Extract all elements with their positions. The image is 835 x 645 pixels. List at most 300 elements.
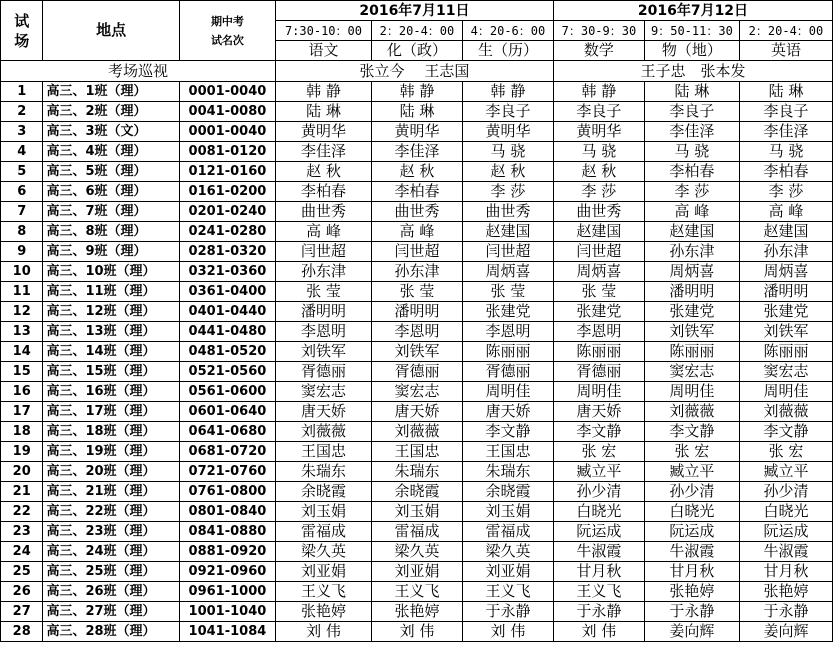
proctor-name: 于永静 (739, 602, 832, 622)
table-row (1, 522, 833, 542)
rank-range: 0441-0480 (179, 322, 275, 342)
rank-range: 0281-0320 (179, 242, 275, 262)
proctor-name: 刘铁军 (275, 342, 371, 362)
proctor-name: 李恩明 (275, 322, 371, 342)
proctor-name: 阮运成 (553, 522, 644, 542)
room-number: 24 (1, 542, 43, 562)
table-row (1, 602, 833, 622)
rank-range: 0801-0840 (179, 502, 275, 522)
proctor-name: 李柏春 (275, 182, 371, 202)
proctor-name: 王义飞 (275, 582, 371, 602)
proctor-name: 张 宏 (739, 442, 832, 462)
proctor-name: 梁久英 (462, 542, 553, 562)
proctor-name: 刘玉娟 (371, 502, 462, 522)
proctor-name: 刘铁军 (739, 322, 832, 342)
proctor-name: 李恩明 (371, 322, 462, 342)
rank-range: 0921-0960 (179, 562, 275, 582)
room-number: 23 (1, 522, 43, 542)
rank-range: 0361-0400 (179, 282, 275, 302)
proctor-name: 刘玉娟 (462, 502, 553, 522)
room-location: 高三、3班（文） (43, 122, 179, 142)
room-location: 高三、19班（理） (43, 442, 179, 462)
rank-range: 0761-0800 (179, 482, 275, 502)
location-header: 地点 (43, 1, 179, 61)
time-slot: 9：50-11：30 (644, 21, 739, 41)
proctor-name: 姜向辉 (739, 622, 832, 642)
table-row (1, 542, 833, 562)
proctor-name: 王国忠 (462, 442, 553, 462)
proctor-name: 刘薇薇 (275, 422, 371, 442)
proctor-name: 周明佳 (739, 382, 832, 402)
room-number: 5 (1, 162, 43, 182)
proctor-name: 孙少清 (644, 482, 739, 502)
room-number: 27 (1, 602, 43, 622)
room-number: 22 (1, 502, 43, 522)
date-day2: 2016年7月12日 (553, 1, 832, 21)
subject: 语文 (275, 41, 371, 61)
proctor-name: 闫世超 (275, 242, 371, 262)
proctor-name: 韩 静 (371, 82, 462, 102)
proctor-name: 窦宏志 (275, 382, 371, 402)
rank-range: 0001-0040 (179, 122, 275, 142)
proctor-name: 闫世超 (462, 242, 553, 262)
room-number: 17 (1, 402, 43, 422)
proctor-name: 胥德丽 (553, 362, 644, 382)
proctor-name: 赵建国 (644, 222, 739, 242)
room-number: 8 (1, 222, 43, 242)
proctor-name: 李良子 (644, 102, 739, 122)
table-row (1, 222, 833, 242)
rank-range: 0401-0440 (179, 302, 275, 322)
proctor-name: 李 莎 (462, 182, 553, 202)
room-number: 2 (1, 102, 43, 122)
room-location: 高三、6班（理） (43, 182, 179, 202)
proctor-name: 张建党 (462, 302, 553, 322)
proctor-name: 周炳喜 (644, 262, 739, 282)
proctor-name: 陆 琳 (371, 102, 462, 122)
room-location: 高三、4班（理） (43, 142, 179, 162)
proctor-name: 雷福成 (275, 522, 371, 542)
proctor-name: 曲世秀 (371, 202, 462, 222)
room-number: 18 (1, 422, 43, 442)
room-location: 高三、27班（理） (43, 602, 179, 622)
proctor-name: 于永静 (644, 602, 739, 622)
room-location: 高三、1班（理） (43, 82, 179, 102)
proctor-name: 李文静 (553, 422, 644, 442)
proctor-name: 臧立平 (739, 462, 832, 482)
table-row (1, 562, 833, 582)
proctor-name: 赵建国 (739, 222, 832, 242)
room-number: 25 (1, 562, 43, 582)
proctor-name: 李恩明 (553, 322, 644, 342)
proctor-name: 刘亚娟 (275, 562, 371, 582)
proctor-name: 窦宏志 (371, 382, 462, 402)
proctor-name: 李恩明 (462, 322, 553, 342)
patrol-day1: 张立今 王志国 (275, 61, 553, 82)
room-location: 高三、9班（理） (43, 242, 179, 262)
rank-range: 0241-0280 (179, 222, 275, 242)
rank-range: 0601-0640 (179, 402, 275, 422)
room-number: 21 (1, 482, 43, 502)
room-location: 高三、12班（理） (43, 302, 179, 322)
proctor-name: 李良子 (739, 102, 832, 122)
proctor-name: 潘明明 (275, 302, 371, 322)
proctor-name: 李佳泽 (275, 142, 371, 162)
room-location: 高三、17班（理） (43, 402, 179, 422)
room-number: 3 (1, 122, 43, 142)
subject: 英语 (739, 41, 832, 61)
rank-range: 0201-0240 (179, 202, 275, 222)
proctor-name: 韩 静 (275, 82, 371, 102)
room-location: 高三、7班（理） (43, 202, 179, 222)
room-number: 10 (1, 262, 43, 282)
proctor-name: 李佳泽 (739, 122, 832, 142)
table-row (1, 462, 833, 482)
proctor-name: 张 宏 (644, 442, 739, 462)
proctor-name: 高 峰 (739, 202, 832, 222)
rank-range: 0041-0080 (179, 102, 275, 122)
proctor-name: 潘明明 (739, 282, 832, 302)
proctor-name: 牛淑霞 (553, 542, 644, 562)
room-location: 高三、16班（理） (43, 382, 179, 402)
proctor-name: 周明佳 (462, 382, 553, 402)
table-row (1, 342, 833, 362)
proctor-name: 孙东津 (644, 242, 739, 262)
table-row (1, 362, 833, 382)
patrol-label: 考场巡视 (1, 61, 276, 82)
table-row (1, 622, 833, 642)
proctor-name: 张建党 (553, 302, 644, 322)
date-day1: 2016年7月11日 (275, 1, 553, 21)
room-number: 19 (1, 442, 43, 462)
room-location: 高三、13班（理） (43, 322, 179, 342)
proctor-name: 于永静 (553, 602, 644, 622)
proctor-name: 陆 琳 (644, 82, 739, 102)
subject: 化（政） (371, 41, 462, 61)
proctor-name: 孙东津 (371, 262, 462, 282)
proctor-name: 牛淑霞 (644, 542, 739, 562)
time-slot: 2：20-4：00 (739, 21, 832, 41)
proctor-name: 陈丽丽 (644, 342, 739, 362)
rank-range: 0001-0040 (179, 82, 275, 102)
proctor-name: 李 莎 (553, 182, 644, 202)
time-slot: 2：20-4：00 (371, 21, 462, 41)
rank-range: 0481-0520 (179, 342, 275, 362)
rank-range: 1041-1084 (179, 622, 275, 642)
proctor-name: 黄明华 (462, 122, 553, 142)
table-row (1, 122, 833, 142)
proctor-name: 张艳婷 (275, 602, 371, 622)
table-row (1, 402, 833, 422)
room-number: 7 (1, 202, 43, 222)
table-row (1, 282, 833, 302)
table-row (1, 262, 833, 282)
proctor-name: 陆 琳 (275, 102, 371, 122)
proctor-name: 韩 静 (462, 82, 553, 102)
proctor-name: 潘明明 (644, 282, 739, 302)
table-row (1, 482, 833, 502)
proctor-name: 张 宏 (553, 442, 644, 462)
room-location: 高三、5班（理） (43, 162, 179, 182)
proctor-name: 臧立平 (644, 462, 739, 482)
room-number: 1 (1, 82, 43, 102)
proctor-name: 赵建国 (462, 222, 553, 242)
rank-range: 0161-0200 (179, 182, 275, 202)
table-row (1, 142, 833, 162)
proctor-name: 胥德丽 (462, 362, 553, 382)
proctor-name: 窦宏志 (739, 362, 832, 382)
room-number: 14 (1, 342, 43, 362)
rank-range: 0721-0760 (179, 462, 275, 482)
room-location: 高三、14班（理） (43, 342, 179, 362)
proctor-name: 赵建国 (553, 222, 644, 242)
proctor-name: 王义飞 (371, 582, 462, 602)
proctor-name: 高 峰 (371, 222, 462, 242)
proctor-name: 阮运成 (739, 522, 832, 542)
proctor-name: 李 莎 (644, 182, 739, 202)
rank-range: 0121-0160 (179, 162, 275, 182)
proctor-name: 余晓霞 (275, 482, 371, 502)
proctor-name: 刘铁军 (371, 342, 462, 362)
proctor-name: 唐天娇 (553, 402, 644, 422)
proctor-name: 刘玉娟 (275, 502, 371, 522)
proctor-name: 刘薇薇 (739, 402, 832, 422)
proctor-name: 刘薇薇 (644, 402, 739, 422)
proctor-name: 马 骁 (644, 142, 739, 162)
room-location: 高三、28班（理） (43, 622, 179, 642)
room-number: 9 (1, 242, 43, 262)
room-location: 高三、25班（理） (43, 562, 179, 582)
proctor-name: 周炳喜 (462, 262, 553, 282)
room-location: 高三、15班（理） (43, 362, 179, 382)
proctor-name: 张 莹 (553, 282, 644, 302)
rank-range: 0321-0360 (179, 262, 275, 282)
proctor-name: 潘明明 (371, 302, 462, 322)
proctor-name: 曲世秀 (462, 202, 553, 222)
proctor-name: 黄明华 (371, 122, 462, 142)
rank-range: 0081-0120 (179, 142, 275, 162)
proctor-name: 李文静 (644, 422, 739, 442)
proctor-name: 胥德丽 (371, 362, 462, 382)
proctor-name: 朱瑞东 (275, 462, 371, 482)
room-location: 高三、26班（理） (43, 582, 179, 602)
proctor-name: 朱瑞东 (462, 462, 553, 482)
proctor-name: 李佳泽 (371, 142, 462, 162)
site-header (1, 1, 43, 61)
table-row (1, 322, 833, 342)
proctor-name: 张艳婷 (644, 582, 739, 602)
proctor-name: 梁久英 (275, 542, 371, 562)
proctor-name: 唐天娇 (275, 402, 371, 422)
rank-range: 0881-0920 (179, 542, 275, 562)
proctor-name: 朱瑞东 (371, 462, 462, 482)
proctor-name: 刘亚娟 (462, 562, 553, 582)
proctor-name: 马 骁 (739, 142, 832, 162)
room-number: 11 (1, 282, 43, 302)
table-row (1, 82, 833, 102)
proctor-name: 白晓光 (644, 502, 739, 522)
room-number: 13 (1, 322, 43, 342)
proctor-name: 刘 伟 (553, 622, 644, 642)
proctor-name: 刘 伟 (275, 622, 371, 642)
room-number: 16 (1, 382, 43, 402)
proctor-name: 李佳泽 (644, 122, 739, 142)
proctor-name: 刘亚娟 (371, 562, 462, 582)
room-number: 12 (1, 302, 43, 322)
proctor-name: 高 峰 (644, 202, 739, 222)
proctor-name: 李柏春 (739, 162, 832, 182)
proctor-name: 马 骁 (553, 142, 644, 162)
proctor-name: 孙东津 (739, 242, 832, 262)
table-row (1, 162, 833, 182)
proctor-name: 李良子 (462, 102, 553, 122)
time-slot: 7:30-10：00 (275, 21, 371, 41)
proctor-name: 阮运成 (644, 522, 739, 542)
proctor-name: 陈丽丽 (739, 342, 832, 362)
subject: 物（地） (644, 41, 739, 61)
proctor-name: 闫世超 (371, 242, 462, 262)
proctor-name: 王义飞 (553, 582, 644, 602)
proctor-name: 黄明华 (553, 122, 644, 142)
room-location: 高三、24班（理） (43, 542, 179, 562)
proctor-name: 李 莎 (739, 182, 832, 202)
proctor-name: 白晓光 (553, 502, 644, 522)
proctor-name: 孙东津 (275, 262, 371, 282)
proctor-name: 孙少清 (739, 482, 832, 502)
room-number: 15 (1, 362, 43, 382)
proctor-name: 周明佳 (644, 382, 739, 402)
room-location: 高三、21班（理） (43, 482, 179, 502)
table-row (1, 202, 833, 222)
room-location: 高三、10班（理） (43, 262, 179, 282)
table-row (1, 182, 833, 202)
proctor-name: 周炳喜 (553, 262, 644, 282)
proctor-name: 甘月秋 (644, 562, 739, 582)
rank-range: 0841-0880 (179, 522, 275, 542)
proctor-name: 孙少清 (553, 482, 644, 502)
rank-range: 1001-1040 (179, 602, 275, 622)
proctor-name: 黄明华 (275, 122, 371, 142)
proctor-name: 周炳喜 (739, 262, 832, 282)
proctor-name: 赵 秋 (275, 162, 371, 182)
room-location: 高三、23班（理） (43, 522, 179, 542)
table-row (1, 242, 833, 262)
room-number: 6 (1, 182, 43, 202)
rank-range: 0561-0600 (179, 382, 275, 402)
proctor-name: 姜向辉 (644, 622, 739, 642)
room-number: 26 (1, 582, 43, 602)
proctor-name: 刘 伟 (371, 622, 462, 642)
proctor-name: 窦宏志 (644, 362, 739, 382)
proctor-name: 张 莹 (371, 282, 462, 302)
room-location: 高三、2班（理） (43, 102, 179, 122)
proctor-name: 雷福成 (371, 522, 462, 542)
proctor-name: 张艳婷 (371, 602, 462, 622)
proctor-name: 牛淑霞 (739, 542, 832, 562)
patrol-day2: 王子忠 张本发 (553, 61, 832, 82)
proctor-name: 陆 琳 (739, 82, 832, 102)
proctor-name: 张 莹 (275, 282, 371, 302)
room-location: 高三、8班（理） (43, 222, 179, 242)
table-row (1, 582, 833, 602)
proctor-name: 于永静 (462, 602, 553, 622)
exam-rank-header (179, 1, 275, 61)
room-location: 高三、22班（理） (43, 502, 179, 522)
proctor-name: 赵 秋 (553, 162, 644, 182)
table-row (1, 302, 833, 322)
proctor-name: 李柏春 (644, 162, 739, 182)
subject: 数学 (553, 41, 644, 61)
exam-rank-label: 期中考试名次 (210, 14, 244, 47)
proctor-name: 刘 伟 (462, 622, 553, 642)
proctor-name: 雷福成 (462, 522, 553, 542)
room-number: 28 (1, 622, 43, 642)
proctor-name: 刘薇薇 (371, 422, 462, 442)
table-row (1, 102, 833, 122)
proctor-name: 王国忠 (371, 442, 462, 462)
proctor-name: 李良子 (553, 102, 644, 122)
room-number: 4 (1, 142, 43, 162)
proctor-name: 张 莹 (462, 282, 553, 302)
proctor-name: 刘铁军 (644, 322, 739, 342)
proctor-name: 余晓霞 (462, 482, 553, 502)
proctor-name: 曲世秀 (275, 202, 371, 222)
proctor-name: 王国忠 (275, 442, 371, 462)
proctor-name: 周明佳 (553, 382, 644, 402)
table-row (1, 502, 833, 522)
proctor-name: 陈丽丽 (553, 342, 644, 362)
proctor-name: 张建党 (644, 302, 739, 322)
proctor-name: 梁久英 (371, 542, 462, 562)
proctor-name: 唐天娇 (371, 402, 462, 422)
proctor-name: 张建党 (739, 302, 832, 322)
rank-range: 0641-0680 (179, 422, 275, 442)
proctor-name: 余晓霞 (371, 482, 462, 502)
proctor-name: 王义飞 (462, 582, 553, 602)
rank-range: 0681-0720 (179, 442, 275, 462)
table-row (1, 422, 833, 442)
table-row (1, 442, 833, 462)
room-location: 高三、20班（理） (43, 462, 179, 482)
proctor-name: 高 峰 (275, 222, 371, 242)
rank-range: 0961-1000 (179, 582, 275, 602)
proctor-name: 李柏春 (371, 182, 462, 202)
time-slot: 7：30-9：30 (553, 21, 644, 41)
site-header-label: 试场 (14, 11, 30, 50)
time-slot: 4：20-6：00 (462, 21, 553, 41)
proctor-name: 白晓光 (739, 502, 832, 522)
room-location: 高三、11班（理） (43, 282, 179, 302)
proctor-name: 胥德丽 (275, 362, 371, 382)
rank-range: 0521-0560 (179, 362, 275, 382)
proctor-name: 闫世超 (553, 242, 644, 262)
room-location: 高三、18班（理） (43, 422, 179, 442)
proctor-name: 张艳婷 (739, 582, 832, 602)
room-number: 20 (1, 462, 43, 482)
proctor-name: 唐天娇 (462, 402, 553, 422)
proctor-name: 陈丽丽 (462, 342, 553, 362)
table-body (1, 82, 833, 642)
proctor-name: 马 骁 (462, 142, 553, 162)
proctor-name: 赵 秋 (371, 162, 462, 182)
table-row (1, 382, 833, 402)
subject: 生（历） (462, 41, 553, 61)
proctor-name: 臧立平 (553, 462, 644, 482)
proctor-name: 韩 静 (553, 82, 644, 102)
proctor-name: 甘月秋 (739, 562, 832, 582)
proctor-name: 李文静 (462, 422, 553, 442)
proctor-name: 曲世秀 (553, 202, 644, 222)
